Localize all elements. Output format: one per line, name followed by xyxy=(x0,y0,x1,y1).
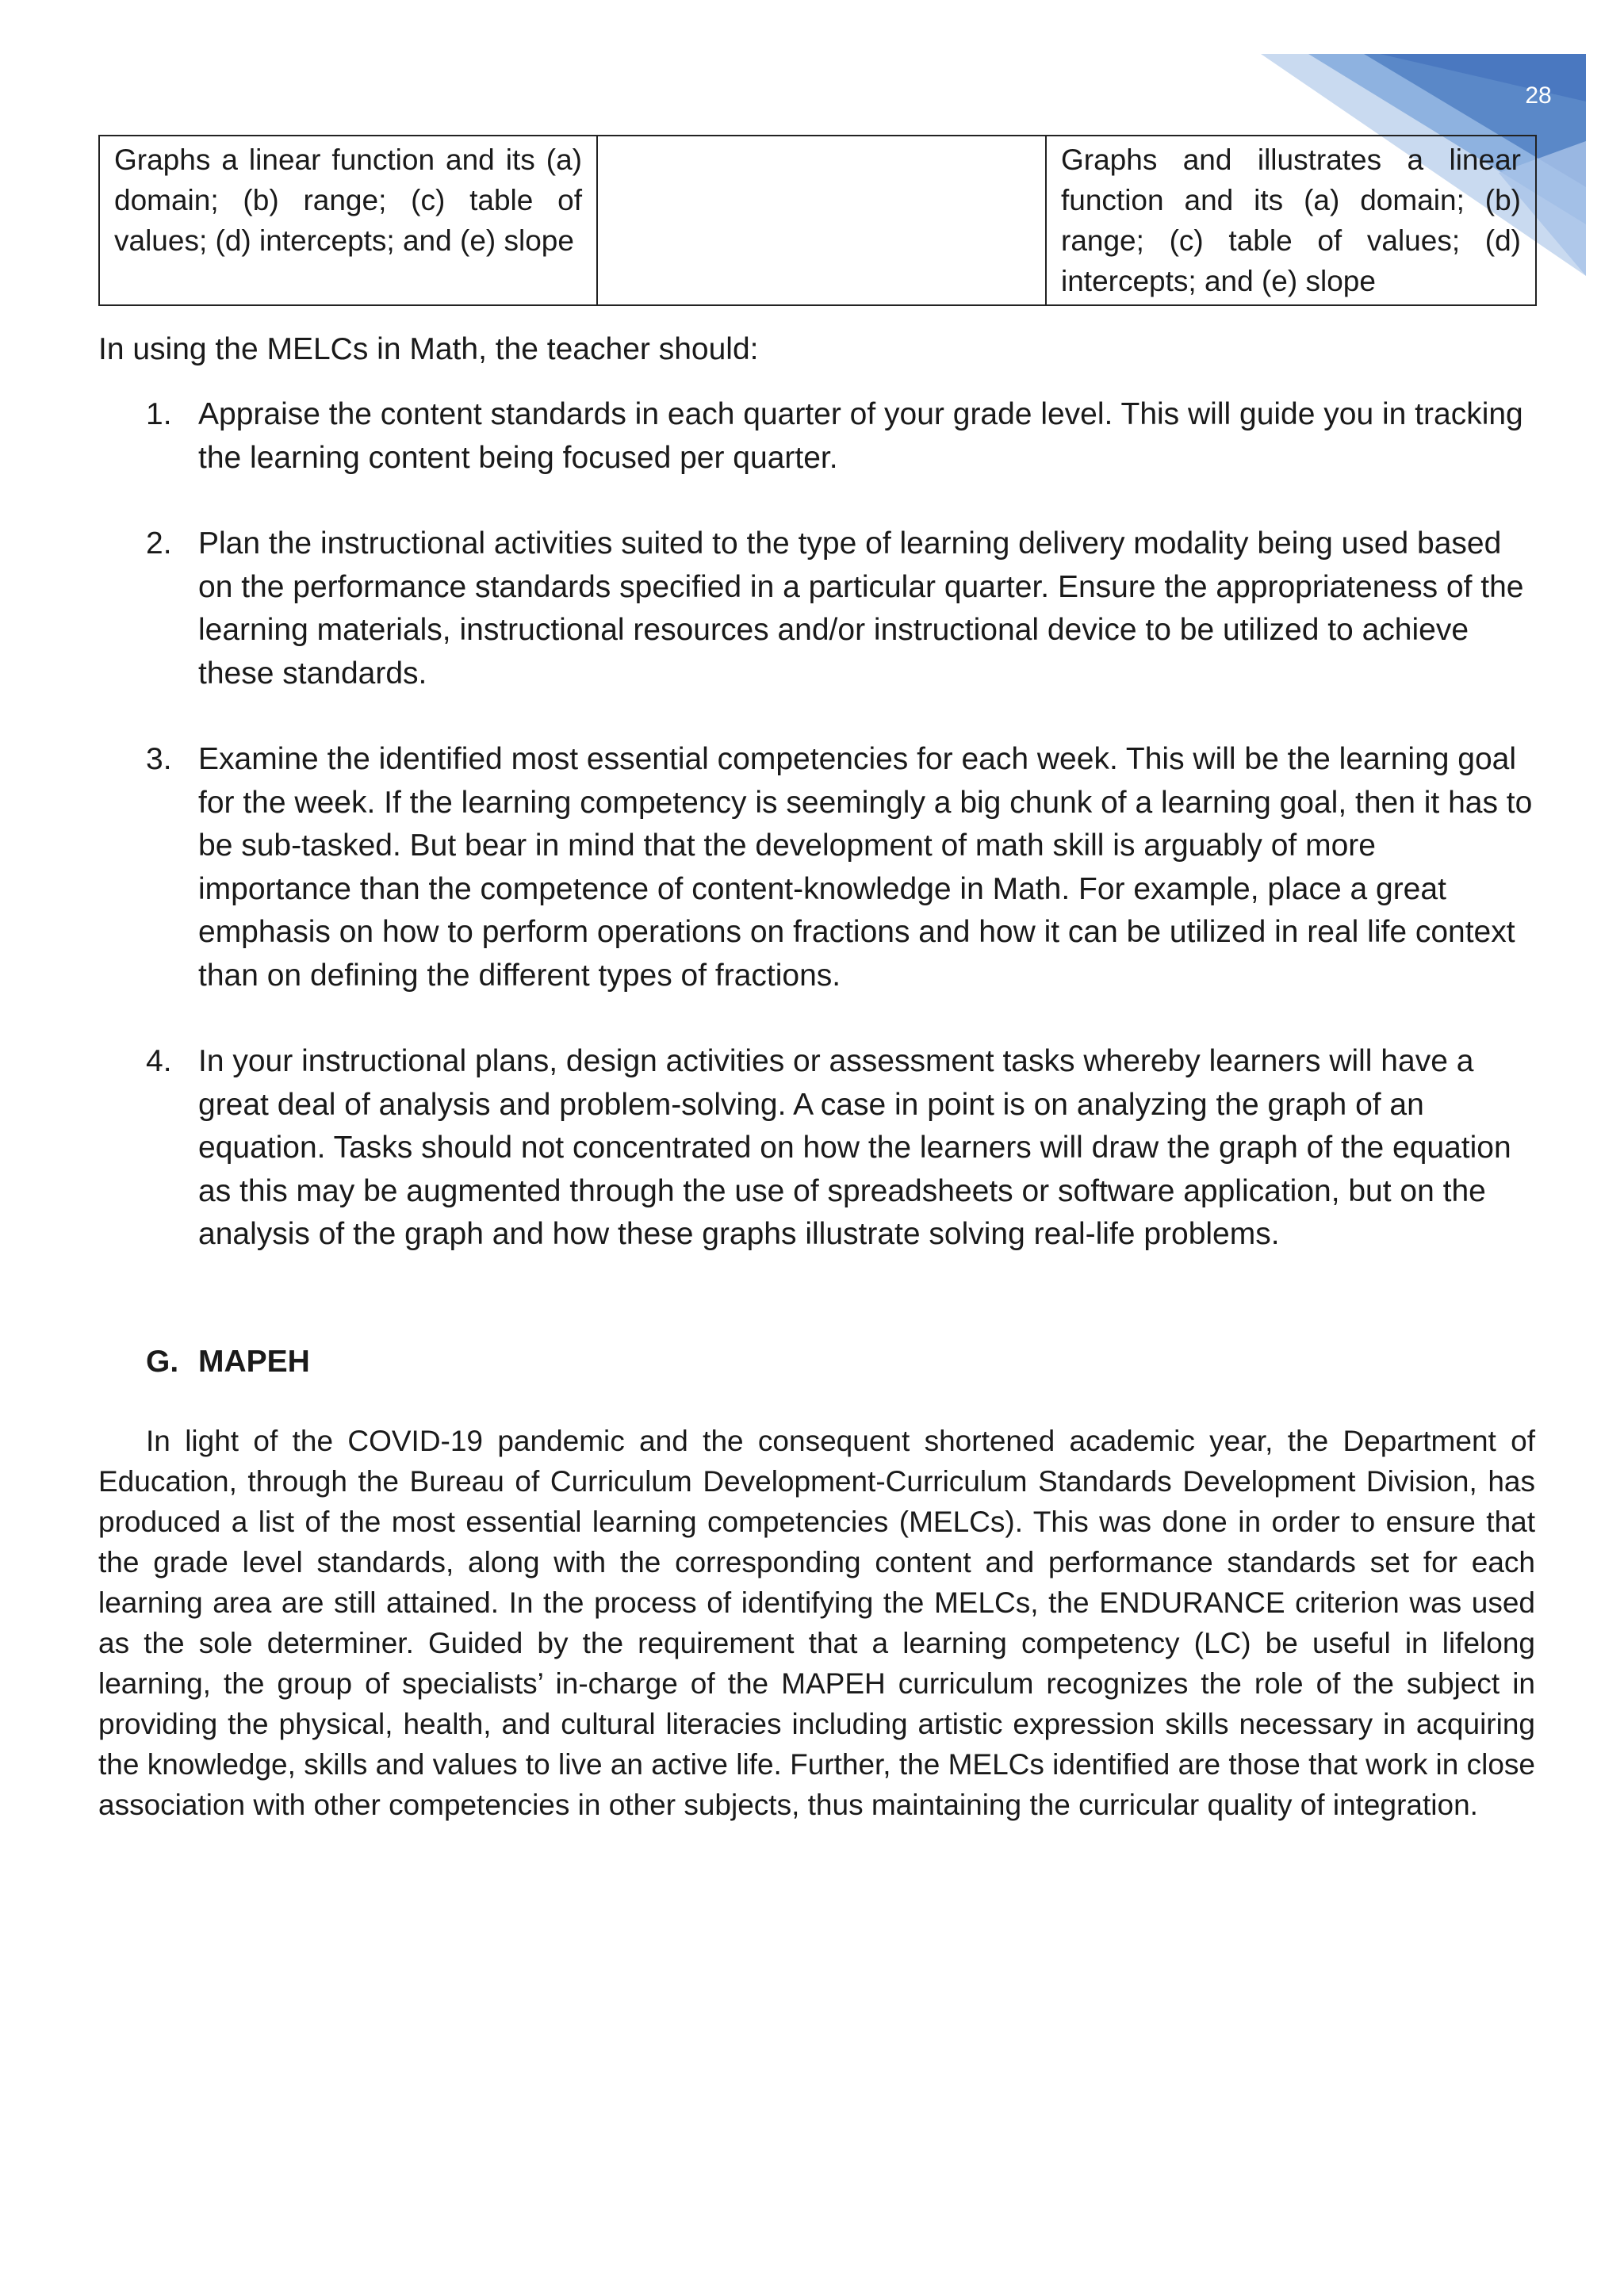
guidelines-list xyxy=(98,393,1534,1299)
list-item xyxy=(98,738,1534,997)
list-item xyxy=(98,393,1534,480)
intro-text: In using the MELCs in Math, the teacher should: xyxy=(98,332,759,366)
list-item xyxy=(98,1040,1534,1257)
section-title: MAPEH xyxy=(198,1345,310,1379)
list-number: 4. xyxy=(146,1044,172,1078)
list-item xyxy=(98,522,1534,695)
table-cell-competency: Graphs a linear function and its (a) domain; (b) range; (c) table of values; (d) intercepts; and (e) slope xyxy=(99,136,597,305)
list-text: Appraise the content standards in each quarter of your grade level. This will guide you in tracking the learning content being focused per quarter. xyxy=(198,397,1523,475)
table-cell-empty xyxy=(597,136,1046,305)
list-number: 3. xyxy=(146,742,172,776)
section-heading xyxy=(146,1345,310,1380)
melc-table xyxy=(98,135,1537,306)
table-row xyxy=(99,136,1536,305)
section-letter: G. xyxy=(146,1345,179,1379)
list-text: In your instructional plans, design activities or assessment tasks whereby learners will have a great deal of analysis and problem-solving. A case in point is on analyzing the graph of an equation. Tasks should not concentrated on how the learners will draw the graph of the equation as this may be augmented through the use of spreadsheets or software application, but on the analysis of the graph and how these graphs illustrate solving real-life problems. xyxy=(198,1044,1511,1251)
list-number: 2. xyxy=(146,526,172,561)
page-number: 28 xyxy=(1525,82,1552,109)
mapeh-paragraph: In light of the COVID-19 pandemic and the consequent shortened academic year, the Department of Education, through the Bureau of Curriculum Development-Curriculum Standards Development Division, has produced a list of the most essential learning competencies (MELCs). This was done in order to ensure that the grade level standards, along with the corresponding content and performance standards set for each learning area are still attained. In the process of identifying the MELCs, the ENDURANCE criterion was used as the sole determiner. Guided by the requirement that a learning competency (LC) be useful in lifelong learning, the group of specialists’ in-charge of the MAPEH curriculum recognizes the role of the subject in providing the physical, health, and cultural literacies including artistic expression skills necessary in acquiring the knowledge, skills and values to live an active life. Further, the MELCs identified are those that work in close association with other competencies in other subjects, thus maintaining the curricular quality of integration. xyxy=(98,1425,1535,1821)
list-number: 1. xyxy=(146,397,172,431)
list-text: Examine the identified most essential competencies for each week. This will be the learning goal for the week. If the learning competency is seemingly a big chunk of a learning goal, then it has to be sub-tasked. But bear in mind that the development of math skill is arguably of more importance than the competence of content-knowledge in Math. For example, place a great emphasis on how to perform operations on fractions and how it can be utilized in real life context than on defining the different types of fractions. xyxy=(198,742,1533,993)
list-text: Plan the instructional activities suited to the type of learning delivery modality being used based on the performance standards specified in a particular quarter. Ensure the appropriateness of the learning materials, instructional resources and/or instructional device to be utilized to achieve these standards. xyxy=(198,526,1524,691)
table-cell-melc: Graphs and illustrates a linear function and its (a) domain; (b) range; (c) table of values; (d) intercepts; and (e) slope xyxy=(1046,136,1536,305)
